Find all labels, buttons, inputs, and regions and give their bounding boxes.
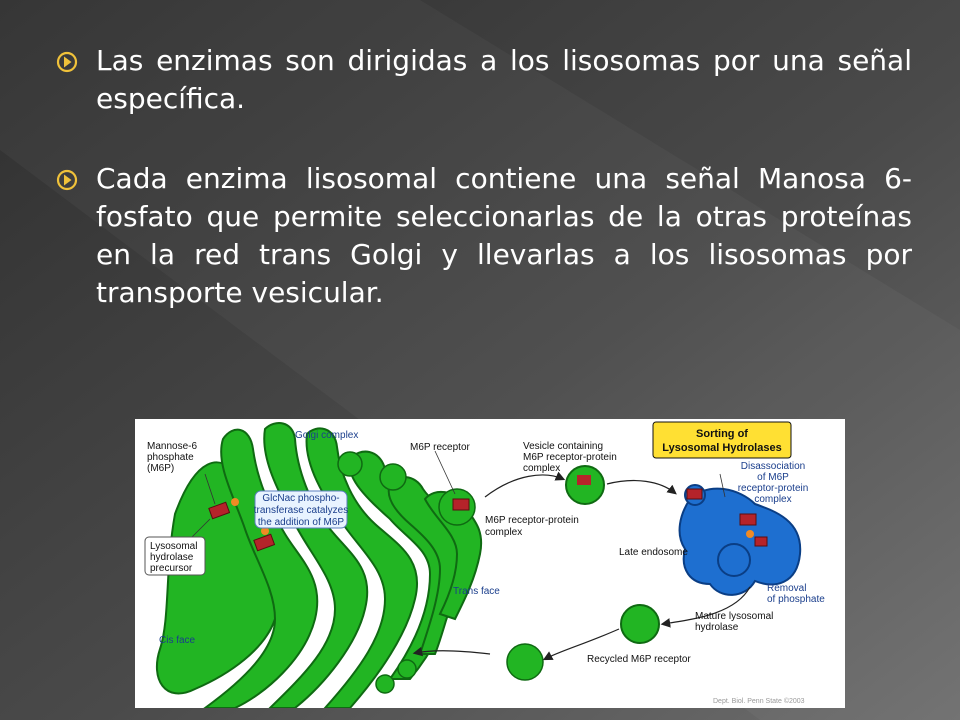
bullet-text: Cada enzima lisosomal contiene una señal Manosa 6-fosfato que permite seleccionarlas de la otras proteínas en la red trans Golgi y llevarlas a los lisosomas por transporte vesicular.	[96, 162, 912, 309]
precursor-box	[145, 537, 205, 575]
golgi-complex-label: Golgi complex	[295, 430, 359, 441]
lysosomal-sorting-figure	[135, 419, 845, 708]
disassociation-label: complex	[754, 494, 792, 505]
glcnac-line: GlcNac phospho-	[262, 493, 340, 504]
late-endosome-label: Late endosome	[619, 547, 688, 558]
title-line: Lysosomal Hydrolases	[662, 442, 782, 454]
vesicle-label: Vesicle containing	[523, 441, 604, 452]
protein-marker	[577, 475, 591, 485]
bullet-item	[56, 42, 912, 118]
cis-face-label: Cis face	[159, 635, 196, 646]
endosome-vesicle	[718, 544, 750, 576]
mature-label: Mature lysosomal	[695, 611, 774, 622]
glcnac-line: the addition of M6P	[257, 517, 345, 528]
complex-label: M6P receptor-protein	[485, 515, 579, 526]
precursor-line: Lysosomal	[150, 541, 198, 552]
vesicle-label: complex	[523, 463, 561, 474]
title-box	[653, 422, 791, 458]
glcnac-box	[254, 491, 349, 528]
recycled-vesicle	[621, 605, 659, 643]
bullet-text: Las enzimas son dirigidas a los lisosomas por una señal específica.	[96, 44, 912, 115]
precursor-line: hydrolase	[150, 552, 194, 563]
recycled-label: Recycled M6P receptor	[587, 654, 691, 665]
complex-label: complex	[485, 527, 523, 538]
m6p-receptor-label: M6P receptor	[410, 442, 470, 453]
title-line: Sorting of	[696, 428, 748, 440]
glcnac-line: transferase catalyzes	[253, 505, 349, 516]
credit-text: Dept. Biol. Penn State ©2003	[713, 698, 805, 705]
mature-label: hydrolase	[695, 622, 739, 633]
disassociation-label: of M6P	[757, 472, 789, 483]
m6p-label: Mannose-6	[147, 441, 198, 452]
circle-arrow-icon	[56, 169, 78, 191]
disassociation-label: receptor-protein	[737, 483, 809, 494]
bullet-item	[56, 160, 912, 312]
vesicle-label: M6P receptor-protein	[523, 452, 617, 463]
bullet-list	[56, 42, 912, 312]
m6p-label: (M6P)	[147, 463, 175, 474]
removal-label: of phosphate	[767, 594, 825, 605]
precursor-line: precursor	[150, 563, 193, 574]
removal-label: Removal	[767, 583, 807, 594]
disassociation-label: Disassociation	[740, 461, 806, 472]
circle-arrow-icon	[56, 51, 78, 73]
m6p-label: phosphate	[147, 452, 194, 463]
trans-face-label: Trans face	[453, 586, 500, 597]
golgi-complex-shape	[157, 423, 481, 708]
